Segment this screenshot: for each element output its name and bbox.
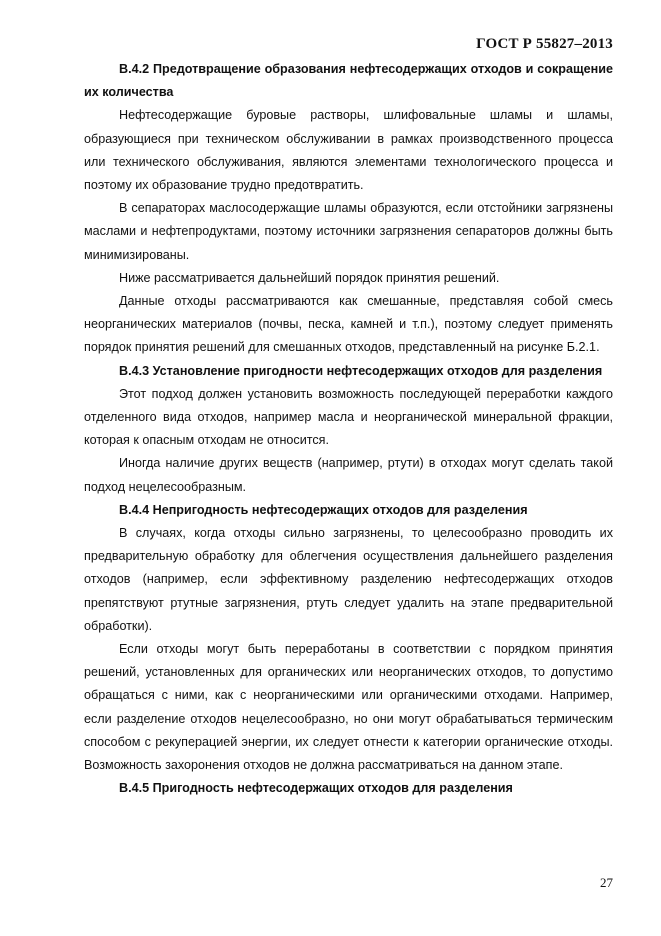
- section-heading-b45: В.4.5 Пригодность нефтесодержащих отходов для разделения: [119, 781, 513, 796]
- page-number: 27: [600, 875, 613, 890]
- section-heading-b42: В.4.2 Предотвращение образования нефтесодержащих отходов и сокращение их количества: [84, 62, 613, 100]
- paragraph: Если отходы могут быть переработаны в соответствии с порядком принятия решений, установленных для органических или неорганических отходов, то допустимо обращаться с ними, как с неорганическими или органическими отходами. Например, если разделение отходов нецелесообразно, но они могут обрабатываться термическим способом с рекуперацией энергии, их следует отнести к категории органические отходы. Возможность захоронения отходов не должна рассматриваться на данном этапе.: [84, 642, 613, 773]
- paragraph: Ниже рассматривается дальнейший порядок принятия решений.: [119, 270, 500, 285]
- paragraph: Этот подход должен установить возможность последующей переработки каждого отделенного вида отходов, например масла и неорганической минеральной фракции, которая к опасным отходам не относится.: [84, 386, 613, 448]
- paragraph: В сепараторах маслосодержащие шламы образуются, если отстойники загрязнены маслами и нефтепродуктами, поэтому источники загрязнения сепараторов должны быть минимизированы.: [84, 201, 613, 262]
- section-heading-b43: В.4.3 Установление пригодности нефтесодержащих отходов для разделения: [119, 363, 603, 378]
- paragraph: Нефтесодержащие буровые растворы, шлифовальные шламы и шламы, образующиеся при техническом обслуживании в рамках производственного процесса или технического обслуживания, являются элементами технологического процесса и поэтому их образование трудно предотвратить.: [84, 108, 613, 193]
- section-heading-b44: В.4.4 Непригодность нефтесодержащих отходов для разделения: [119, 502, 528, 517]
- paragraph: В случаях, когда отходы сильно загрязнены, то целесообразно проводить их предварительную обработку для облегчения осуществления дальнейшего разделения отходов (например, если эффективному разделению нефтесодержащих отходов препятствуют ртутные загрязнения, ртуть следует удалить на этапе предварительной обработки).: [84, 526, 613, 633]
- paragraph: Данные отходы рассматриваются как смешанные, представляя собой смесь неорганических материалов (почвы, песка, камней и т.п.), поэтому следует применять порядок принятия решений для смешанных отходов, представленный на рисунке Б.2.1.: [84, 294, 613, 355]
- document-body: [84, 58, 613, 801]
- document-id-header: ГОСТ Р 55827–2013: [476, 36, 613, 52]
- paragraph: Иногда наличие других веществ (например, ртути) в отходах могут сделать такой подход нецелесообразным.: [84, 456, 613, 494]
